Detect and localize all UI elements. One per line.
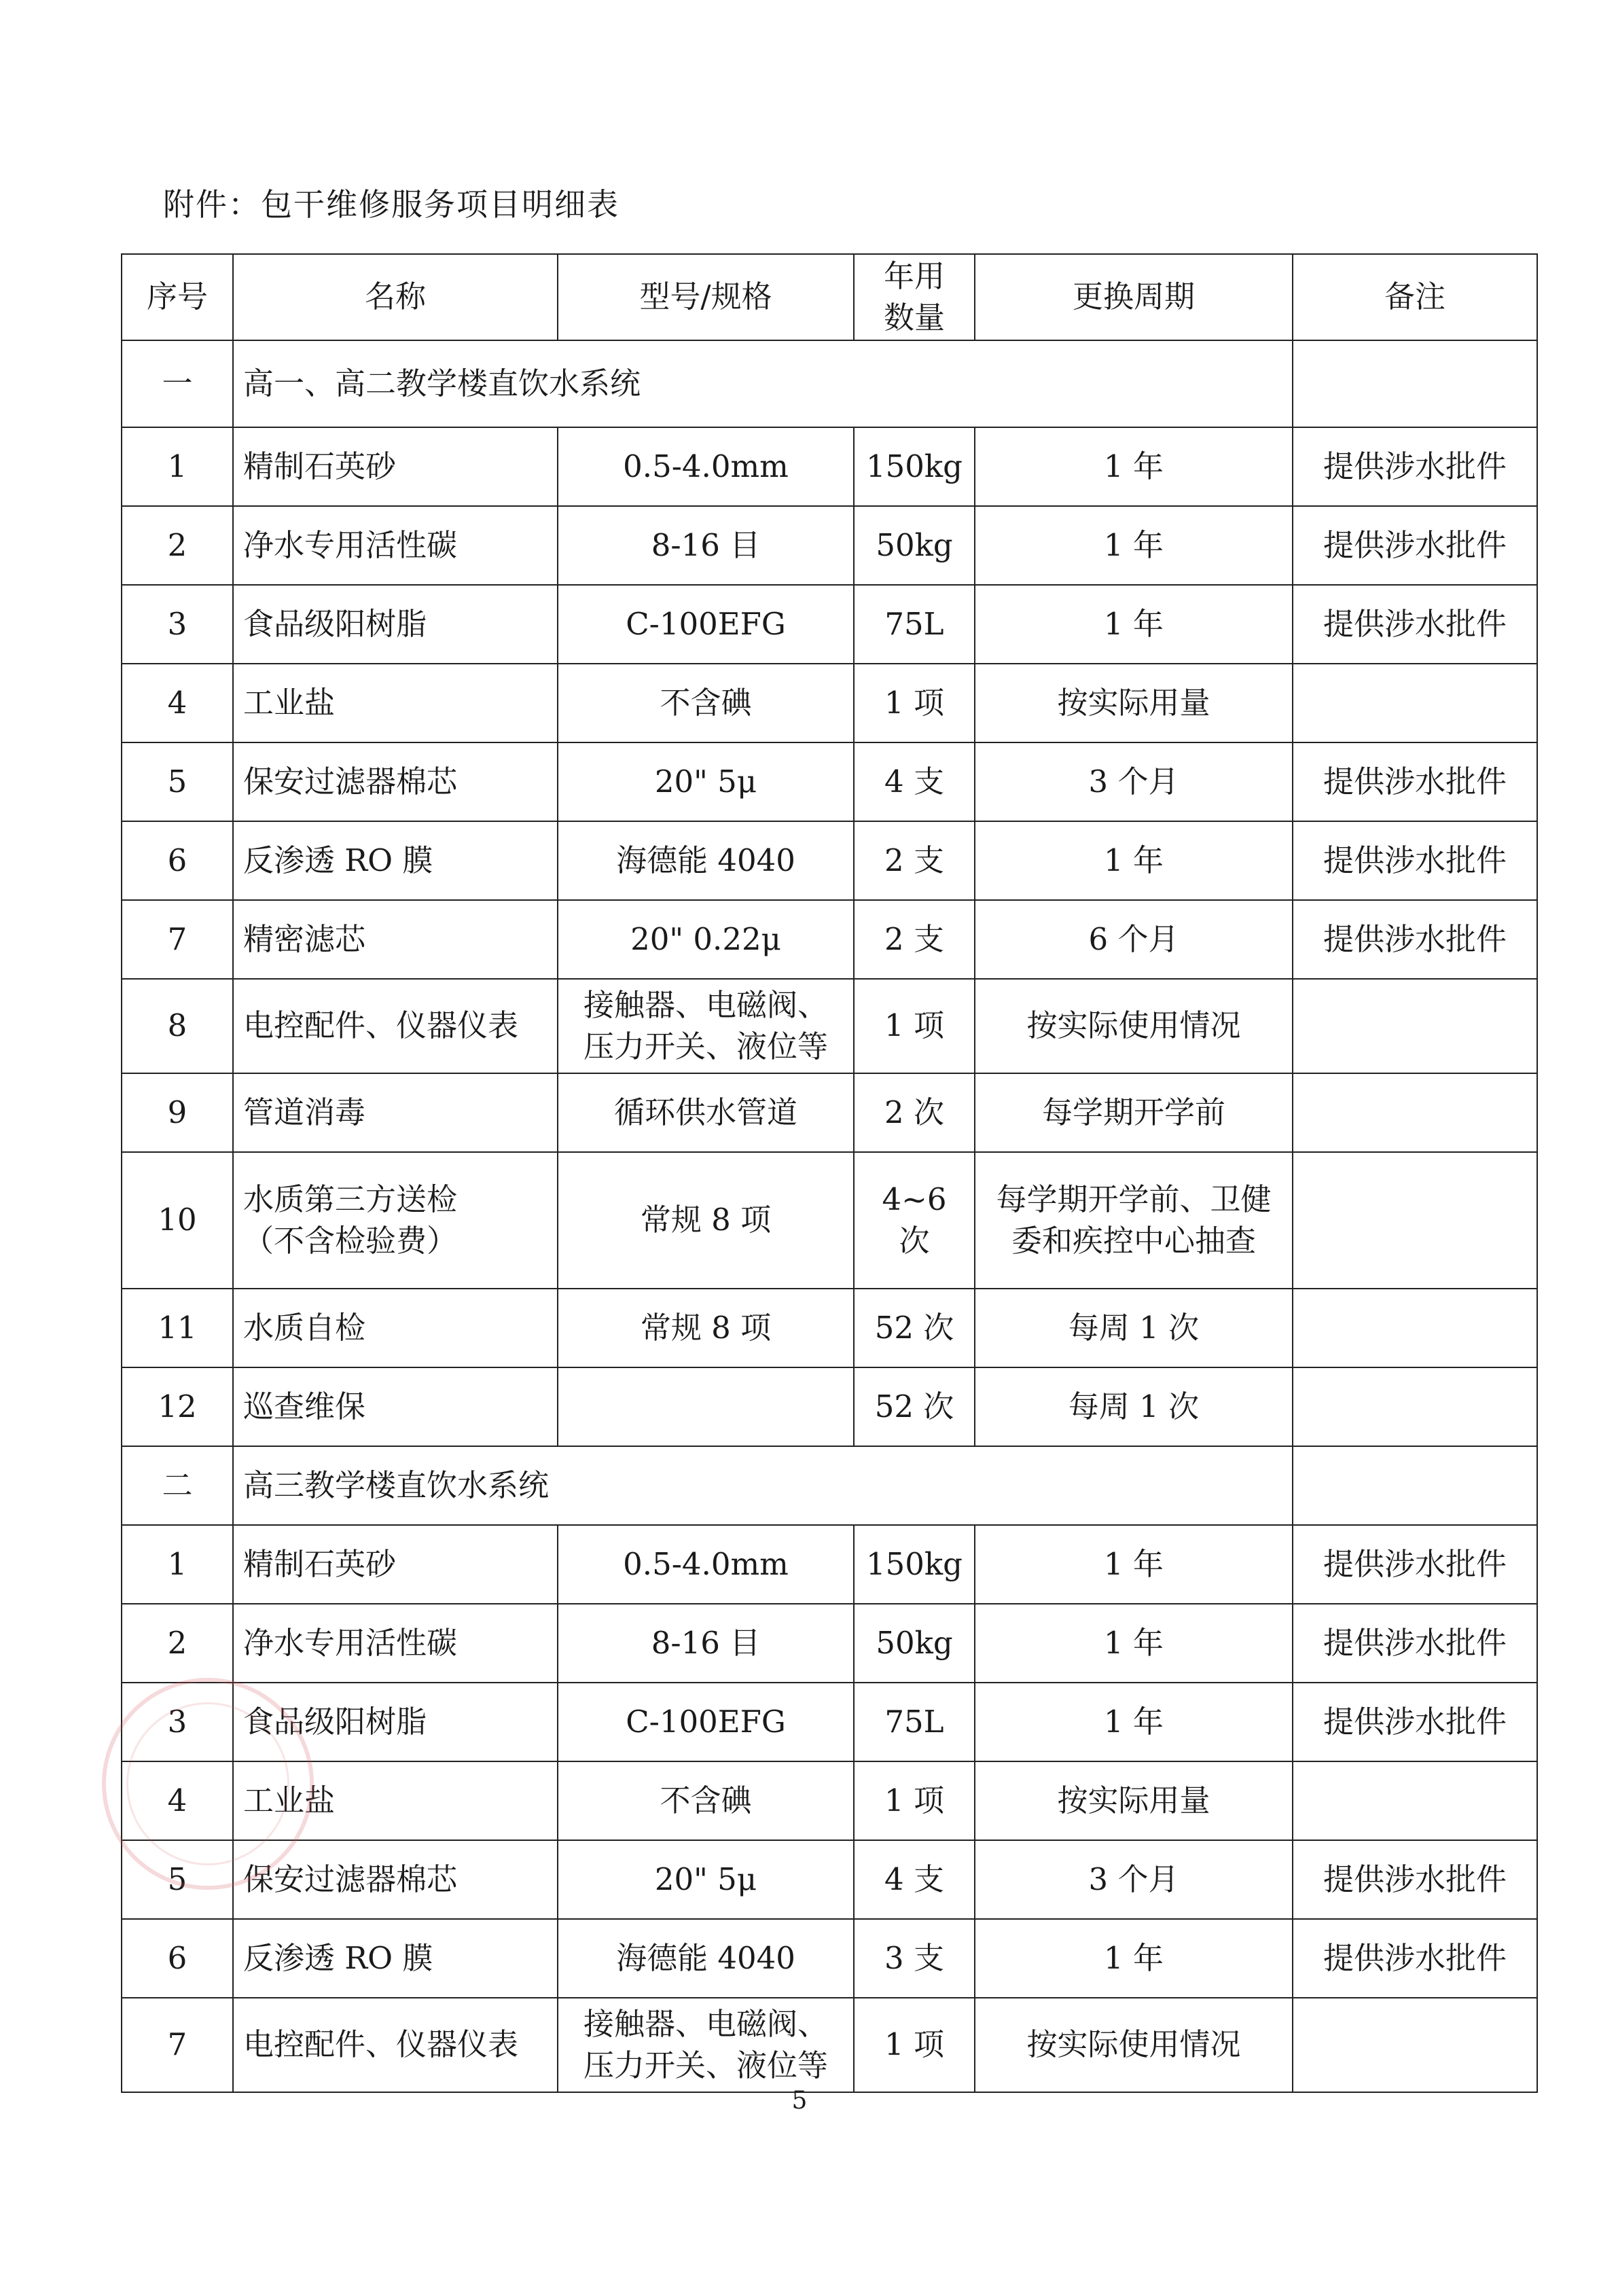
qty-cell-text: 75L xyxy=(884,605,944,642)
qty-cell-text: 1 项 xyxy=(884,1007,944,1044)
table-row xyxy=(122,664,1537,742)
spec-cell xyxy=(558,1152,854,1289)
spec-cell-text: 海德能 4040 xyxy=(616,1939,795,1976)
no-cell-text: 4 xyxy=(167,684,187,721)
name-cell xyxy=(233,1919,558,1998)
section-no-cell-text: 二 xyxy=(162,1467,193,1503)
spec-cell xyxy=(558,1683,854,1761)
cycle-cell-text: 按实际使用情况 xyxy=(1026,2026,1241,2063)
name-cell-text: 净水专用活性碳 xyxy=(243,526,458,563)
qty-cell xyxy=(854,742,975,821)
no-cell-text: 3 xyxy=(167,605,187,642)
qty-cell-text: 4 支 xyxy=(884,1861,944,1897)
qty-cell-text: 1 项 xyxy=(884,684,944,721)
red-seal-stamp xyxy=(102,1678,314,1890)
no-cell-text: 5 xyxy=(167,763,187,800)
spec-cell-text: 常规 8 项 xyxy=(640,1202,772,1238)
no-cell xyxy=(122,1919,233,1998)
cycle-cell xyxy=(975,821,1293,900)
name-cell xyxy=(233,1152,558,1289)
spec-cell-text: 压力开关、液位等 xyxy=(583,1028,828,1064)
name-cell-text: （不含检验费） xyxy=(243,1222,458,1259)
name-cell-text: 水质第三方送检 xyxy=(243,1181,458,1217)
spec-cell-text: 不含碘 xyxy=(660,684,752,721)
qty-cell-text: 75L xyxy=(884,1703,944,1740)
cycle-cell xyxy=(975,1998,1293,2092)
no-cell-text: 1 xyxy=(167,448,187,484)
note-cell xyxy=(1293,1604,1537,1683)
no-cell xyxy=(122,900,233,979)
cycle-cell-text: 1 年 xyxy=(1104,1939,1164,1976)
spec-cell-text: 循环供水管道 xyxy=(613,1094,797,1130)
note-cell xyxy=(1293,1525,1537,1604)
qty-cell-text: 150kg xyxy=(866,1545,963,1582)
name-cell-text: 精制石英砂 xyxy=(243,1545,397,1582)
section-no-cell xyxy=(122,1446,233,1525)
header-name: 名称 xyxy=(233,254,558,340)
name-cell xyxy=(233,742,558,821)
name-cell-text: 工业盐 xyxy=(243,684,336,721)
cycle-cell xyxy=(975,1367,1293,1446)
spec-cell xyxy=(558,1073,854,1152)
note-cell xyxy=(1293,1073,1537,1152)
name-cell xyxy=(233,1604,558,1683)
cycle-cell-text: 1 年 xyxy=(1104,1624,1164,1661)
no-cell xyxy=(122,1289,233,1367)
name-cell-text: 电控配件、仪器仪表 xyxy=(243,2026,519,2063)
cycle-cell xyxy=(975,506,1293,585)
qty-cell xyxy=(854,900,975,979)
no-cell-text: 3 xyxy=(167,1703,187,1740)
name-cell-text: 食品级阳树脂 xyxy=(243,1703,427,1740)
spec-cell-text: 20" 0.22μ xyxy=(630,920,781,957)
section-note-cell xyxy=(1293,1446,1537,1525)
name-cell-text: 保安过滤器棉芯 xyxy=(243,1861,458,1897)
header-row xyxy=(122,254,1537,340)
note-cell xyxy=(1293,506,1537,585)
table-row xyxy=(122,506,1537,585)
cycle-cell xyxy=(975,742,1293,821)
no-cell xyxy=(122,506,233,585)
cycle-cell xyxy=(975,1761,1293,1840)
note-cell xyxy=(1293,979,1537,1073)
name-cell-text: 净水专用活性碳 xyxy=(243,1624,458,1661)
header-spec: 型号/规格 xyxy=(558,254,854,340)
table-row xyxy=(122,585,1537,664)
header-no: 序号 xyxy=(122,254,233,340)
no-cell-text: 7 xyxy=(167,920,187,957)
note-cell-text: 提供涉水批件 xyxy=(1323,1624,1507,1661)
qty-cell-text: 2 次 xyxy=(884,1094,944,1130)
section-note-cell xyxy=(1293,340,1537,427)
no-cell-text: 1 xyxy=(167,1545,187,1582)
qty-cell xyxy=(854,427,975,506)
table-row xyxy=(122,1367,1537,1446)
cycle-cell-text: 按实际用量 xyxy=(1057,684,1210,721)
name-cell xyxy=(233,664,558,742)
items-table xyxy=(121,253,1538,2093)
name-cell-text: 工业盐 xyxy=(243,1782,336,1818)
spec-cell-text: 20" 5μ xyxy=(654,1861,757,1897)
cycle-cell-text: 6 个月 xyxy=(1088,920,1179,957)
note-cell-text: 提供涉水批件 xyxy=(1323,1703,1507,1740)
name-cell xyxy=(233,1525,558,1604)
name-cell xyxy=(233,585,558,664)
table-row xyxy=(122,1525,1537,1604)
document-title: 附件：包干维修服务项目明细表 xyxy=(163,186,619,223)
cycle-cell xyxy=(975,1604,1293,1683)
qty-cell xyxy=(854,1525,975,1604)
no-cell-text: 11 xyxy=(158,1309,197,1346)
spec-cell-text: 压力开关、液位等 xyxy=(583,2047,828,2083)
qty-cell-text: 4~6 次 xyxy=(882,1181,947,1259)
spec-cell xyxy=(558,664,854,742)
note-cell-text: 提供涉水批件 xyxy=(1323,1861,1507,1897)
no-cell-text: 9 xyxy=(167,1094,187,1130)
qty-cell xyxy=(854,1152,975,1289)
table-row xyxy=(122,1919,1537,1998)
spec-cell-text: 不含碘 xyxy=(660,1782,752,1818)
table-row xyxy=(122,1152,1537,1289)
note-cell xyxy=(1293,585,1537,664)
note-cell-text: 提供涉水批件 xyxy=(1323,605,1507,642)
table-row xyxy=(122,979,1537,1073)
name-cell xyxy=(233,506,558,585)
no-cell xyxy=(122,1998,233,2092)
note-cell xyxy=(1293,1367,1537,1446)
table-row xyxy=(122,900,1537,979)
qty-cell xyxy=(854,664,975,742)
note-cell xyxy=(1293,1919,1537,1998)
qty-cell-text: 2 支 xyxy=(884,920,944,957)
cycle-cell xyxy=(975,664,1293,742)
no-cell-text: 6 xyxy=(167,842,187,878)
name-cell xyxy=(233,1367,558,1446)
spec-cell xyxy=(558,900,854,979)
spec-cell-text: 常规 8 项 xyxy=(640,1309,772,1346)
spec-cell-text: 接触器、电磁阀、 xyxy=(583,986,828,1023)
no-cell-text: 8 xyxy=(167,1007,187,1044)
no-cell-text: 7 xyxy=(167,2026,187,2063)
spec-cell xyxy=(558,1604,854,1683)
spec-cell xyxy=(558,1761,854,1840)
cycle-cell-text: 委和疾控中心抽查 xyxy=(1011,1222,1256,1259)
cycle-cell xyxy=(975,1840,1293,1919)
no-cell xyxy=(122,1525,233,1604)
no-cell xyxy=(122,1152,233,1289)
no-cell-text: 6 xyxy=(167,1939,187,1976)
cycle-cell-text: 1 年 xyxy=(1104,1545,1164,1582)
cycle-cell xyxy=(975,585,1293,664)
cycle-cell-text: 按实际使用情况 xyxy=(1026,1007,1241,1044)
note-cell-text: 提供涉水批件 xyxy=(1323,448,1507,484)
table-row xyxy=(122,742,1537,821)
note-cell xyxy=(1293,1761,1537,1840)
spec-cell-text: C-100EFG xyxy=(626,605,786,642)
cycle-cell-text: 1 年 xyxy=(1104,448,1164,484)
spec-cell-text: 8-16 目 xyxy=(651,1624,761,1661)
spec-cell xyxy=(558,742,854,821)
section-title-cell-text: 高三教学楼直饮水系统 xyxy=(243,1467,550,1503)
name-cell-text: 巡查维保 xyxy=(243,1388,366,1424)
spec-cell xyxy=(558,821,854,900)
spec-cell xyxy=(558,979,854,1073)
spec-cell-text: 20" 5μ xyxy=(654,763,757,800)
note-cell xyxy=(1293,427,1537,506)
note-cell xyxy=(1293,821,1537,900)
qty-cell xyxy=(854,1998,975,2092)
cycle-cell xyxy=(975,1289,1293,1367)
spec-cell xyxy=(558,1840,854,1919)
cycle-cell xyxy=(975,427,1293,506)
table-row xyxy=(122,1289,1537,1367)
section-no-cell-text: 一 xyxy=(162,365,193,401)
section-row xyxy=(122,1446,1537,1525)
header-qty xyxy=(854,254,975,340)
qty-cell-text: 1 项 xyxy=(884,1782,944,1818)
cycle-cell xyxy=(975,1683,1293,1761)
no-cell-text: 5 xyxy=(167,1861,187,1897)
no-cell xyxy=(122,821,233,900)
note-cell xyxy=(1293,1289,1537,1367)
qty-cell xyxy=(854,1367,975,1446)
spec-cell xyxy=(558,506,854,585)
no-cell xyxy=(122,1604,233,1683)
cycle-cell xyxy=(975,1525,1293,1604)
no-cell-text: 2 xyxy=(167,1624,187,1661)
qty-cell-text: 2 支 xyxy=(884,842,944,878)
cycle-cell xyxy=(975,1919,1293,1998)
cycle-cell-text: 3 个月 xyxy=(1088,1861,1179,1897)
qty-cell-text: 3 支 xyxy=(884,1939,944,1976)
name-cell xyxy=(233,1289,558,1367)
spec-cell xyxy=(558,1525,854,1604)
section-title-cell xyxy=(233,340,1293,427)
name-cell-text: 水质自检 xyxy=(243,1309,366,1346)
name-cell-text: 电控配件、仪器仪表 xyxy=(243,1007,519,1044)
name-cell-text: 精密滤芯 xyxy=(243,920,366,957)
spec-cell-text: C-100EFG xyxy=(626,1703,786,1740)
spec-cell-text: 8-16 目 xyxy=(651,526,761,563)
qty-cell-text: 50kg xyxy=(876,526,953,563)
qty-cell xyxy=(854,1073,975,1152)
note-cell xyxy=(1293,1152,1537,1289)
qty-cell xyxy=(854,979,975,1073)
qty-cell xyxy=(854,1683,975,1761)
no-cell xyxy=(122,585,233,664)
header-qty-line2: 数量 xyxy=(883,299,945,336)
note-cell xyxy=(1293,664,1537,742)
note-cell-text: 提供涉水批件 xyxy=(1323,842,1507,878)
table-row xyxy=(122,1998,1537,2092)
cycle-cell-text: 每周 1 次 xyxy=(1068,1309,1200,1346)
note-cell xyxy=(1293,1683,1537,1761)
qty-cell xyxy=(854,1840,975,1919)
qty-cell xyxy=(854,1919,975,1998)
section-no-cell xyxy=(122,340,233,427)
qty-cell-text: 150kg xyxy=(866,448,963,484)
name-cell-text: 食品级阳树脂 xyxy=(243,605,427,642)
table-row xyxy=(122,1073,1537,1152)
no-cell xyxy=(122,664,233,742)
cycle-cell-text: 3 个月 xyxy=(1088,763,1179,800)
name-cell xyxy=(233,427,558,506)
name-cell xyxy=(233,1073,558,1152)
cycle-cell xyxy=(975,1073,1293,1152)
name-cell-text: 保安过滤器棉芯 xyxy=(243,763,458,800)
qty-cell xyxy=(854,1604,975,1683)
note-cell-text: 提供涉水批件 xyxy=(1323,526,1507,563)
cycle-cell-text: 每学期开学前 xyxy=(1041,1094,1225,1130)
name-cell-text: 反渗透 RO 膜 xyxy=(243,842,433,878)
qty-cell-text: 50kg xyxy=(876,1624,953,1661)
name-cell xyxy=(233,1998,558,2092)
table-row xyxy=(122,1683,1537,1761)
cycle-cell xyxy=(975,979,1293,1073)
section-title-cell xyxy=(233,1446,1293,1525)
cycle-cell-text: 按实际用量 xyxy=(1057,1782,1210,1818)
table-row xyxy=(122,427,1537,506)
name-cell-text: 反渗透 RO 膜 xyxy=(243,1939,433,1976)
no-cell xyxy=(122,1367,233,1446)
no-cell-text: 2 xyxy=(167,526,187,563)
note-cell xyxy=(1293,900,1537,979)
qty-cell-text: 52 次 xyxy=(874,1388,954,1424)
table-row xyxy=(122,1761,1537,1840)
spec-cell xyxy=(558,427,854,506)
table-row xyxy=(122,1840,1537,1919)
cycle-cell-text: 每周 1 次 xyxy=(1068,1388,1200,1424)
table-row xyxy=(122,821,1537,900)
note-cell xyxy=(1293,1840,1537,1919)
qty-cell-text: 52 次 xyxy=(874,1309,954,1346)
table-body xyxy=(122,340,1537,2092)
header-qty-line1: 年用 xyxy=(883,257,945,294)
note-cell-text: 提供涉水批件 xyxy=(1323,1545,1507,1582)
no-cell xyxy=(122,979,233,1073)
no-cell xyxy=(122,742,233,821)
cycle-cell xyxy=(975,900,1293,979)
section-title-cell-text: 高一、高二教学楼直饮水系统 xyxy=(243,365,641,401)
name-cell xyxy=(233,979,558,1073)
no-cell xyxy=(122,1073,233,1152)
cycle-cell-text: 每学期开学前、卫健 xyxy=(996,1181,1272,1217)
note-cell-text: 提供涉水批件 xyxy=(1323,1939,1507,1976)
cycle-cell-text: 1 年 xyxy=(1104,1703,1164,1740)
cycle-cell-text: 1 年 xyxy=(1104,526,1164,563)
spec-cell xyxy=(558,585,854,664)
note-cell xyxy=(1293,742,1537,821)
cycle-cell xyxy=(975,1152,1293,1289)
qty-cell xyxy=(854,821,975,900)
section-row xyxy=(122,340,1537,427)
name-cell-text: 管道消毒 xyxy=(243,1094,366,1130)
qty-cell-text: 1 项 xyxy=(884,2026,944,2063)
note-cell-text: 提供涉水批件 xyxy=(1323,920,1507,957)
page-number: 5 xyxy=(791,2087,808,2115)
name-cell xyxy=(233,821,558,900)
qty-cell xyxy=(854,1289,975,1367)
spec-cell-text: 海德能 4040 xyxy=(616,842,795,878)
spec-cell-text: 0.5-4.0mm xyxy=(623,448,789,484)
qty-cell-text: 4 支 xyxy=(884,763,944,800)
cycle-cell-text: 1 年 xyxy=(1104,842,1164,878)
note-cell xyxy=(1293,1998,1537,2092)
qty-cell xyxy=(854,506,975,585)
spec-cell xyxy=(558,1998,854,2092)
header-cycle: 更换周期 xyxy=(975,254,1293,340)
cycle-cell-text: 1 年 xyxy=(1104,605,1164,642)
spec-cell xyxy=(558,1919,854,1998)
note-cell-text: 提供涉水批件 xyxy=(1323,763,1507,800)
no-cell xyxy=(122,427,233,506)
name-cell xyxy=(233,900,558,979)
no-cell-text: 10 xyxy=(158,1202,197,1238)
spec-cell xyxy=(558,1367,854,1446)
table-row xyxy=(122,1604,1537,1683)
name-cell-text: 精制石英砂 xyxy=(243,448,397,484)
header-note: 备注 xyxy=(1293,254,1537,340)
qty-cell xyxy=(854,585,975,664)
no-cell-text: 12 xyxy=(158,1388,197,1424)
spec-cell-text: 接触器、电磁阀、 xyxy=(583,2005,828,2042)
qty-cell xyxy=(854,1761,975,1840)
no-cell-text: 4 xyxy=(167,1782,187,1818)
spec-cell-text: 0.5-4.0mm xyxy=(623,1545,789,1582)
spec-cell xyxy=(558,1289,854,1367)
